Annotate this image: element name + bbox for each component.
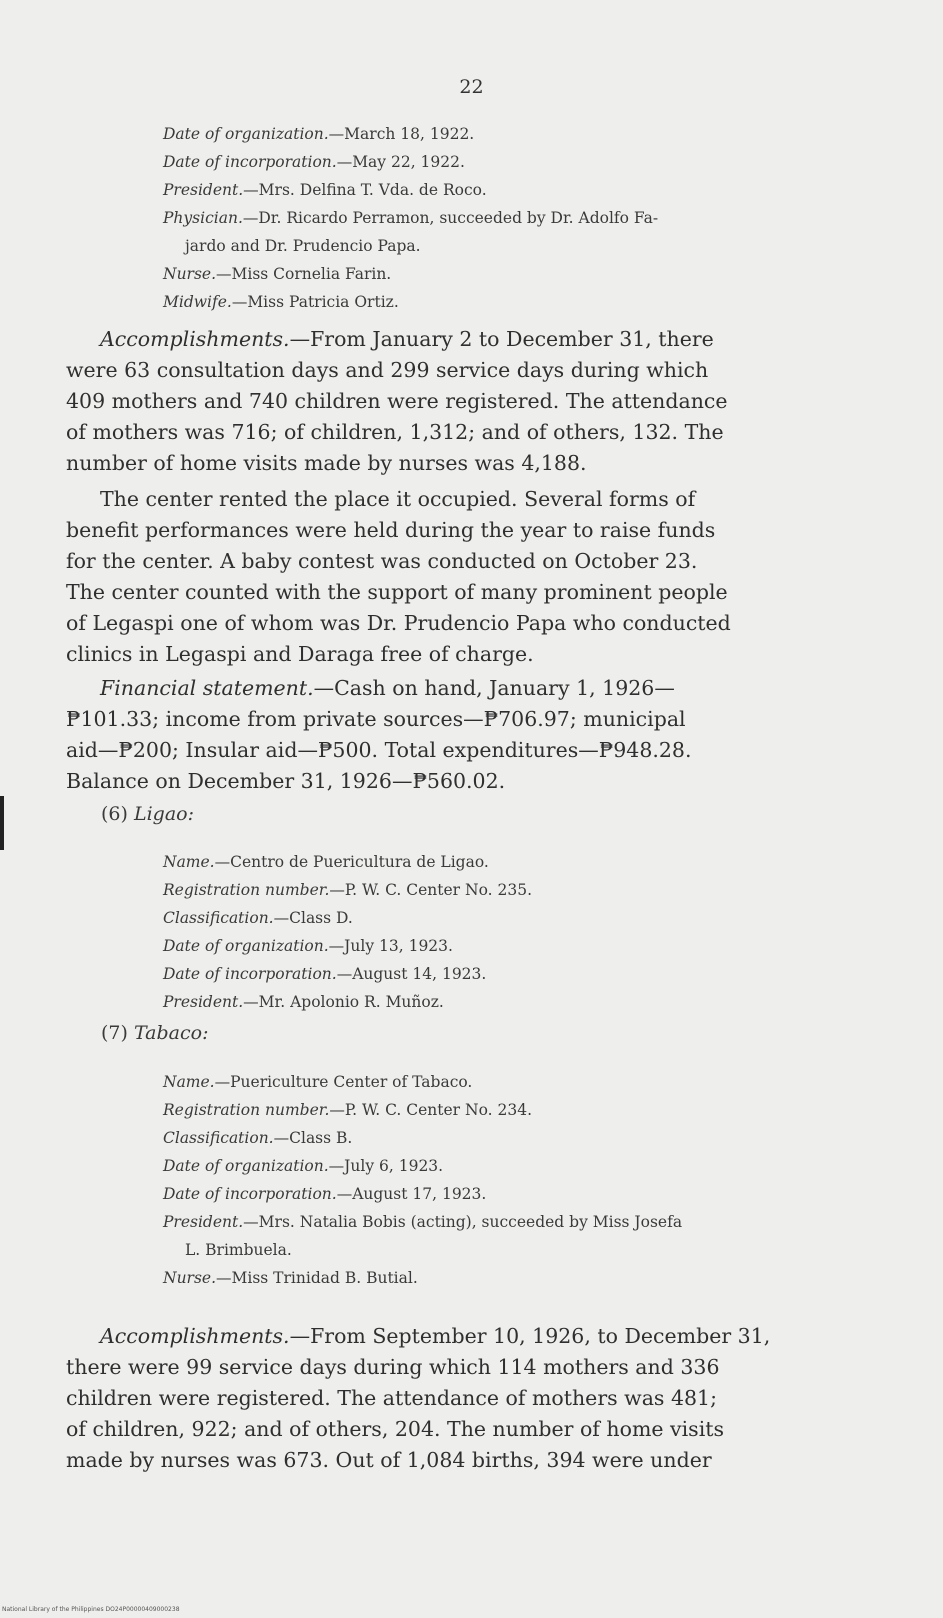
entry-label: President. — [163, 1213, 244, 1231]
entry — [163, 988, 532, 1016]
entry — [163, 1180, 682, 1208]
entry — [163, 848, 532, 876]
entry-label: Classification. — [163, 1129, 274, 1147]
entry — [163, 932, 532, 960]
entry-value: —Mrs. Natalia Bobis (acting), succeeded by Miss Josefa — [243, 1213, 683, 1231]
entry-value: —P. W. C. Center No. 235. — [329, 881, 533, 899]
entry-value: —March 18, 1922. — [328, 125, 475, 143]
paragraph-line: aid—₱200; Insular aid—₱500. Total expenditures—₱948.28. — [66, 738, 692, 762]
entry-label: Classification. — [163, 909, 274, 927]
paragraph-line: ₱101.33; income from private sources—₱706.97; municipal — [66, 707, 686, 731]
paragraph-line: number of home visits made by nurses was 4,188. — [66, 451, 587, 475]
scan-footer: National Library of the Philippines DO24P00000409000238 — [2, 1606, 180, 1613]
entry-value: —August 14, 1923. — [336, 965, 487, 983]
paragraph-line: benefit performances were held during the year to raise funds — [66, 518, 716, 542]
entry-value: —Centro de Puericultura de Ligao. — [214, 853, 489, 871]
entry — [163, 904, 532, 932]
paragraph-label: Financial statement. — [100, 676, 314, 700]
paragraph-label: Accomplishments. — [100, 327, 290, 351]
entry-list-ligao — [163, 848, 532, 1016]
entry-label: Registration number. — [163, 881, 330, 899]
entry-label: Nurse. — [163, 1269, 217, 1287]
entry-label: Midwife. — [163, 293, 232, 311]
entry — [163, 1152, 682, 1180]
paragraph-line — [66, 673, 881, 704]
section-heading-ligao — [101, 803, 194, 825]
entry — [163, 960, 532, 988]
entry — [163, 876, 532, 904]
officer-entry — [163, 120, 658, 148]
entry-value: —Miss Cornelia Farin. — [216, 265, 392, 283]
entry-list-tabaco — [163, 1068, 682, 1292]
paragraph-line: of mothers was 716; of children, 1,312; and of others, 132. The — [66, 420, 724, 444]
paragraph-line: 409 mothers and 740 children were registered. The attendance — [66, 389, 728, 413]
page-number: 22 — [459, 76, 484, 98]
paragraph-line: of children, 922; and of others, 204. The number of home visits — [66, 1417, 725, 1441]
officer-list-legaspi — [163, 120, 658, 316]
entry-label: President. — [163, 181, 244, 199]
paragraph-text: —From January 2 to December 31, there — [289, 327, 714, 351]
entry-label: Name. — [163, 1073, 215, 1091]
paragraph-text: —From September 10, 1926, to December 31, — [289, 1324, 771, 1348]
entry-label: Date of organization. — [163, 937, 329, 955]
entry-value: —August 17, 1923. — [336, 1185, 487, 1203]
entry — [163, 1208, 682, 1236]
entry-label: Physician. — [163, 209, 243, 227]
entry-value: —Miss Trinidad B. Butial. — [216, 1269, 418, 1287]
paragraph-line: The center counted with the support of many prominent people — [66, 580, 728, 604]
entry-value: —May 22, 1922. — [336, 153, 465, 171]
officer-entry — [163, 260, 658, 288]
entry-label: Date of incorporation. — [163, 153, 337, 171]
officer-entry — [163, 204, 658, 232]
paragraph-line: children were registered. The attendance of mothers was 481; — [66, 1386, 717, 1410]
entry-label: Date of incorporation. — [163, 965, 337, 983]
paragraph-line — [66, 1321, 881, 1352]
section-heading-tabaco — [101, 1022, 208, 1044]
officer-entry — [163, 288, 658, 316]
entry — [163, 1124, 682, 1152]
paragraph-line: were 63 consultation days and 299 service days during which — [66, 358, 709, 382]
paragraph-label: Accomplishments. — [100, 1324, 290, 1348]
accomplishments-paragraph-legaspi — [66, 324, 881, 479]
entry-label: Registration number. — [163, 1101, 330, 1119]
entry-value: —July 6, 1923. — [328, 1157, 444, 1175]
paragraph-line: clinics in Legaspi and Daraga free of charge. — [66, 642, 534, 666]
paragraph-line: made by nurses was 673. Out of 1,084 births, 394 were under — [66, 1448, 712, 1472]
entry-value: —Mr. Apolonio R. Muñoz. — [243, 993, 444, 1011]
section-title: Tabaco: — [133, 1022, 209, 1044]
entry-label: Nurse. — [163, 265, 217, 283]
entry-label: Name. — [163, 853, 215, 871]
financial-statement-paragraph — [66, 673, 881, 797]
center-support-paragraph — [66, 484, 881, 670]
section-number: (7) — [101, 1022, 128, 1044]
entry-label: Date of incorporation. — [163, 1185, 337, 1203]
entry — [163, 1264, 682, 1292]
paragraph-line: Balance on December 31, 1926—₱560.02. — [66, 769, 506, 793]
paragraph-text: —Cash on hand, January 1, 1926— — [313, 676, 675, 700]
entry — [163, 1096, 682, 1124]
entry-label: Date of organization. — [163, 125, 329, 143]
entry-label: Date of organization. — [163, 1157, 329, 1175]
paragraph-line: of Legaspi one of whom was Dr. Prudencio Papa who conducted — [66, 611, 731, 635]
entry-value: —Miss Patricia Ortiz. — [231, 293, 399, 311]
entry-value: —Mrs. Delfina T. Vda. de Roco. — [243, 181, 487, 199]
paragraph-line: for the center. A baby contest was conducted on October 23. — [66, 549, 698, 573]
officer-entry — [163, 176, 658, 204]
entry — [163, 1068, 682, 1096]
paragraph-line: there were 99 service days during which 114 mothers and 336 — [66, 1355, 720, 1379]
entry-value: —Dr. Ricardo Perramon, succeeded by Dr. Adolfo Fa- — [242, 209, 659, 227]
accomplishments-paragraph-tabaco — [66, 1321, 881, 1476]
section-title: Ligao: — [133, 803, 194, 825]
entry-label: President. — [163, 993, 244, 1011]
entry-value: —Puericulture Center of Tabaco. — [214, 1073, 473, 1091]
entry-continuation: L. Brimbuela. — [185, 1241, 292, 1259]
officer-entry — [163, 148, 658, 176]
entry-continuation: jardo and Dr. Prudencio Papa. — [185, 237, 421, 255]
paragraph-line — [66, 324, 881, 355]
entry-value: —Class D. — [273, 909, 353, 927]
paragraph-line: The center rented the place it occupied. Several forms of — [100, 487, 696, 511]
entry-value: —July 13, 1923. — [328, 937, 453, 955]
entry-value: —Class B. — [273, 1129, 353, 1147]
entry-value: —P. W. C. Center No. 234. — [329, 1101, 533, 1119]
section-number: (6) — [101, 803, 128, 825]
scan-edge-mark — [0, 796, 4, 850]
